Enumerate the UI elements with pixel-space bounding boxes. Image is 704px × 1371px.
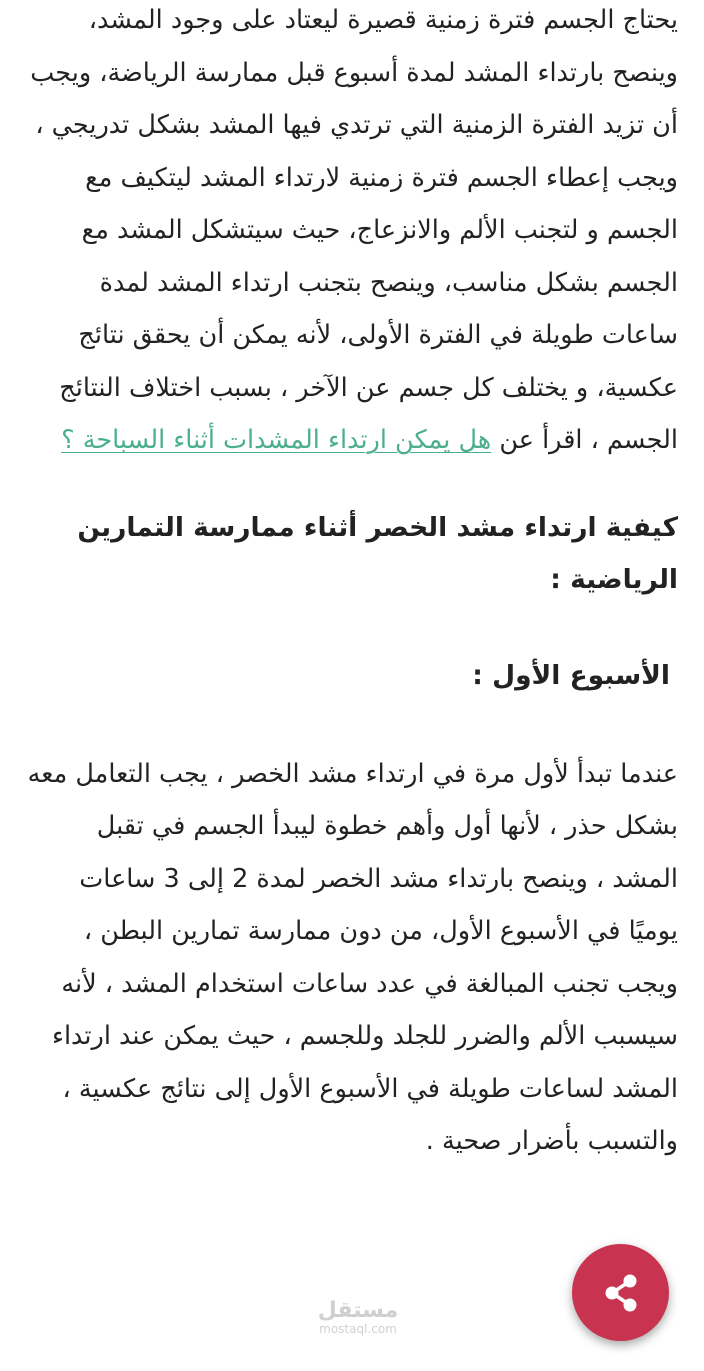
article-paragraph: عندما تبدأ لأول مرة في ارتداء مشد الخصر ، يجب التعامل معه بشكل حذر ، لأنها أول وأهم خطوة ليبدأ الجسم في تقبل المشد ، وينصح بارتداء مشد الخصر لمدة 2 إلى 3 ساعات يوميًا في الأسبوع الأول، من دون ممارسة تمارين البطن ، ويجب تجنب المبالغة في عدد ساعات استخدام المشد ، لأنه سيسبب الألم والضرر للجلد وللجسم ، حيث يمكن عند ارتداء المشد لساعات طويلة في الأسبوع الأول إلى نتائج عكسية ، والتسبب بأضرار صحية . (27, 758, 678, 1156)
subsection-heading: الأسبوع الأول : (472, 659, 670, 691)
related-article-link[interactable]: هل يمكن ارتداء المشدات أثناء السباحة ؟ (61, 425, 492, 455)
article-body (26, 0, 678, 1168)
section-heading: كيفية ارتداء مشد الخصر أثناء ممارسة التمارين الرياضية : (77, 511, 678, 595)
paragraph-text: يحتاج الجسم فترة زمنية قصيرة ليعتاد على وجود المشد، وينصح بارتداء المشد لمدة أسبوع قبل ممارسة الرياضة، ويجب أن تزيد الفترة الزمنية التي ترتدي فيها المشد بشكل تدريجي ، ويجب إعطاء الجسم فترة زمنية لارتداء المشد ليتكيف مع الجسم و لتجنب الألم والانزعاج، حيث سيتشكل المشد مع الجسم بشكل مناسب، وينصح بتجنب ارتداء المشد لمدة ساعات طويلة في الفترة الأولى، لأنه يمكن أن يحقق نتائج عكسية، و يختلف كل جسم عن الآخر ، بسبب اختلاف النتائج الجسم ، اقرأ عن (30, 5, 678, 455)
watermark-domain: mostaql.com (319, 1322, 397, 1336)
site-watermark (308, 1300, 408, 1336)
article-paragraph (26, 0, 678, 467)
watermark-logo-text: مستقل (317, 1298, 399, 1323)
share-icon (602, 1273, 640, 1313)
share-button[interactable] (572, 1244, 669, 1341)
